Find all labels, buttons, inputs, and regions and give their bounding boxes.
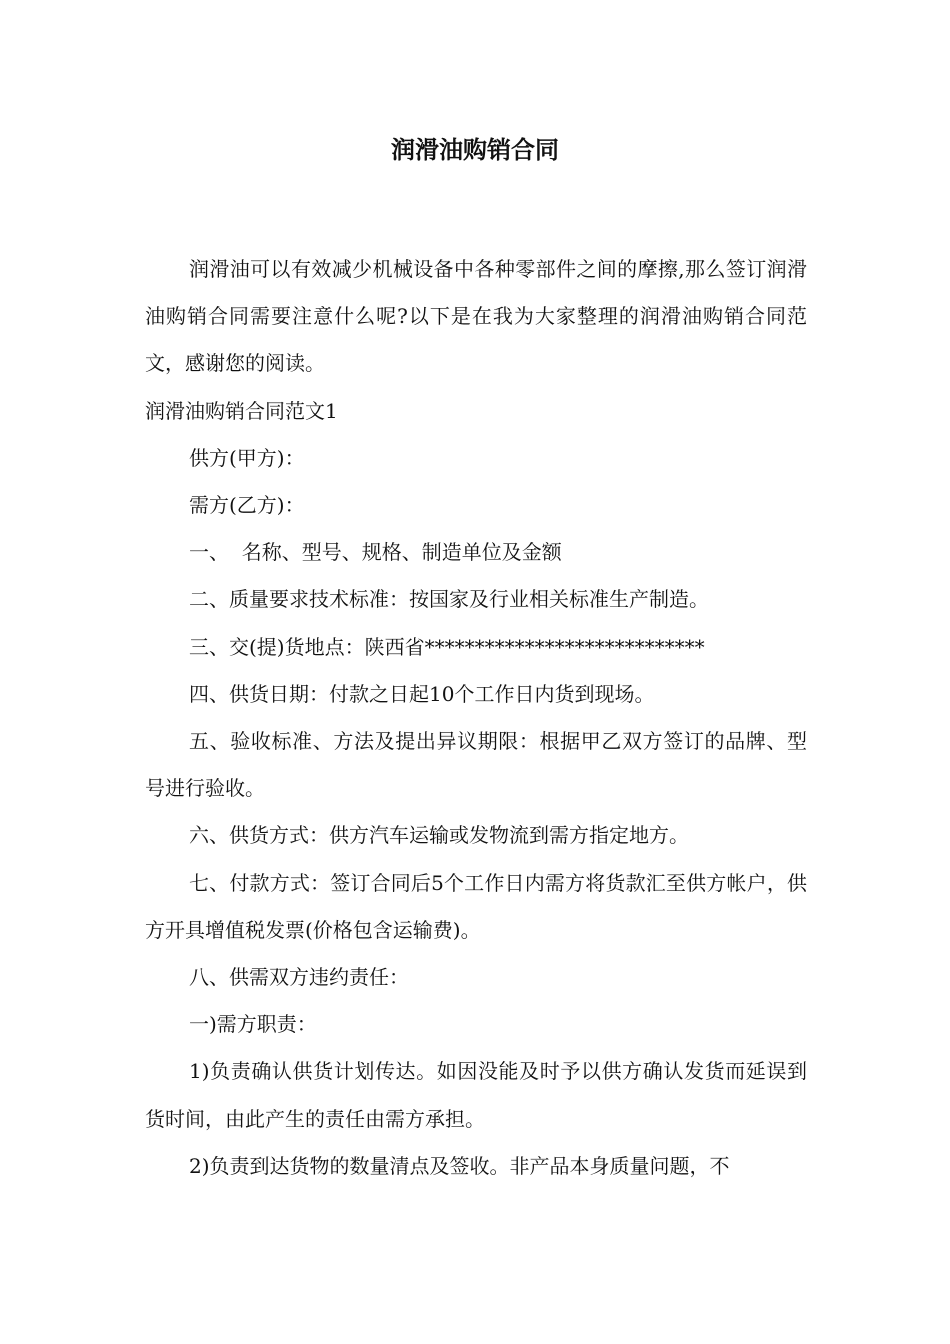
section-heading: 润滑油购销合同范文1 <box>145 398 338 423</box>
subclause-item-2: 2)负责到达货物的数量清点及签收。非产品本身质量问题，不 <box>189 1153 730 1178</box>
paragraph-intro: 润滑油可以有效减少机械设备中各种零部件之间的摩擦,那么签订润滑油购销合同需要注意什么呢?以下是在我为大家整理的润滑油购销合同范文，感谢您的阅读。 <box>145 257 807 376</box>
document-title: 润滑油购销合同 <box>391 136 559 164</box>
clause-3: 三、交(提)货地点：陕西省**************************** <box>189 634 705 659</box>
clause-6: 六、供货方式：供方汽车运输或发物流到需方指定地方。 <box>189 823 689 848</box>
document-body <box>145 246 807 1190</box>
subclause-buyer-duties: 一)需方职责： <box>189 1012 317 1037</box>
clause-2: 二、质量要求技术标准：按国家及行业相关标准生产制造。 <box>189 587 709 612</box>
subclause-item-1: 1)负责确认供货计划传达。如因没能及时予以供方确认发货而延误到货时间，由此产生的责任由需方承担。 <box>145 1059 807 1131</box>
clause-5: 五、验收标准、方法及提出异议期限：根据甲乙双方签订的品牌、型号进行验收。 <box>145 729 807 801</box>
paragraph-supplier: 供方(甲方)： <box>189 445 305 470</box>
clause-8: 八、供需双方违约责任： <box>189 965 409 990</box>
clause-4: 四、供货日期：付款之日起10个工作日内货到现场。 <box>189 681 655 706</box>
clause-1: 一、 名称、型号、规格、制造单位及金额 <box>189 540 562 565</box>
paragraph-buyer: 需方(乙方)： <box>189 493 305 518</box>
clause-7: 七、付款方式：签订合同后5个工作日内需方将货款汇至供方帐户，供方开具增值税发票(价格包含运输费)。 <box>145 870 807 942</box>
